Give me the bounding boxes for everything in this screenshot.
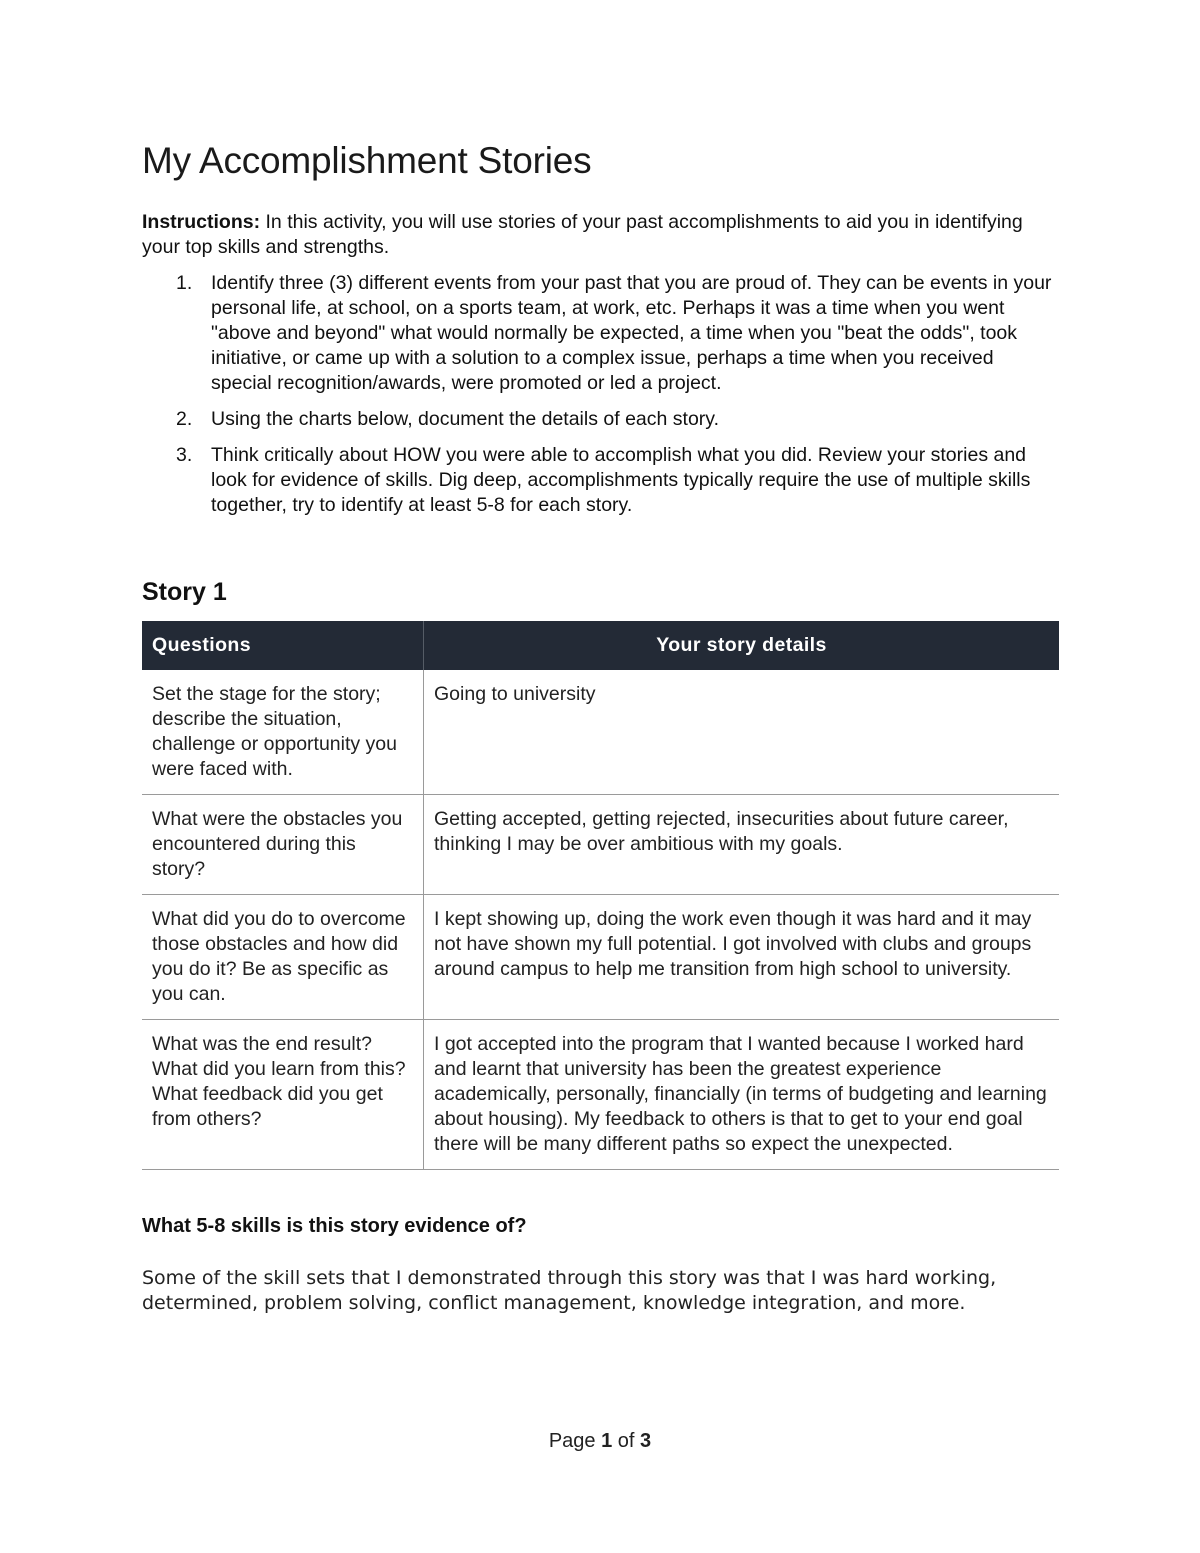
page-title: My Accomplishment Stories [142, 140, 592, 181]
table-row [142, 795, 1059, 895]
list-number: 1. [176, 272, 193, 294]
total-pages-number: 3 [640, 1430, 652, 1452]
skills-heading: What 5-8 skills is this story evidence of? [142, 1215, 527, 1237]
list-number: 3. [176, 444, 193, 466]
instructions-label: Instructions: [142, 211, 261, 233]
table-row [142, 895, 1059, 1020]
list-text: Think critically about HOW you were able to accomplish what you did. Review your stories and look for evidence of skills. Dig deep, accomplishments typically require the use of multiple skills together, try to identify at least 5-8 for each story. [211, 444, 1031, 516]
question-cell: What was the end result? What did you learn from this? What feedback did you get from others? [142, 1020, 424, 1170]
list-number: 2. [176, 408, 193, 430]
table-header-row [142, 621, 1059, 670]
list-item [142, 443, 1059, 518]
column-header-questions: Questions [142, 621, 424, 670]
list-text: Using the charts below, document the details of each story. [211, 408, 719, 430]
answer-cell: I kept showing up, doing the work even though it was hard and it may not have shown my full potential. I got involved with clubs and groups around campus to help me transition from high school to university. [424, 895, 1060, 1020]
current-page-number: 1 [601, 1430, 613, 1452]
story-heading: Story 1 [142, 578, 227, 606]
table-row [142, 670, 1059, 795]
instructions [142, 210, 1042, 260]
list-item [142, 407, 1059, 432]
column-header-details: Your story details [424, 621, 1060, 670]
list-item [142, 271, 1059, 396]
answer-cell: Getting accepted, getting rejected, insecurities about future career, thinking I may be over ambitious with my goals. [424, 795, 1060, 895]
page-footer [0, 1430, 1200, 1453]
answer-cell: Going to university [424, 670, 1060, 795]
page-label: Page [548, 1430, 602, 1452]
table-row [142, 1020, 1059, 1170]
story-table [142, 621, 1059, 1170]
skills-answer: Some of the skill sets that I demonstrated through this story was that I was hard working, determined, problem solving, conflict management, knowledge integration, and more. [142, 1267, 997, 1314]
answer-cell: I got accepted into the program that I wanted because I worked hard and learnt that university has been the greatest experience academically, personally, financially (in terms of budgeting and learning about housing). My feedback to others is that to get to your end goal there will be many different paths so expect the unexpected. [424, 1020, 1060, 1170]
instructions-text: In this activity, you will use stories of your past accomplishments to aid you in identifying your top skills and strengths. [142, 211, 1023, 258]
question-cell: Set the stage for the story; describe the situation, challenge or opportunity you were faced with. [142, 670, 424, 795]
list-text: Identify three (3) different events from your past that you are proud of. They can be events in your personal life, at school, on a sports team, at work, etc. Perhaps it was a time when you went "above and beyond" what would normally be expected, a time when you "beat the odds", took initiative, or came up with a solution to a complex issue, perhaps a time when you received special recognition/awards, were promoted or led a project. [211, 272, 1052, 394]
question-cell: What did you do to overcome those obstacles and how did you do it? Be as specific as you can. [142, 895, 424, 1020]
steps-list [142, 271, 1059, 529]
question-cell: What were the obstacles you encountered during this story? [142, 795, 424, 895]
page-of-label: of [612, 1430, 641, 1452]
